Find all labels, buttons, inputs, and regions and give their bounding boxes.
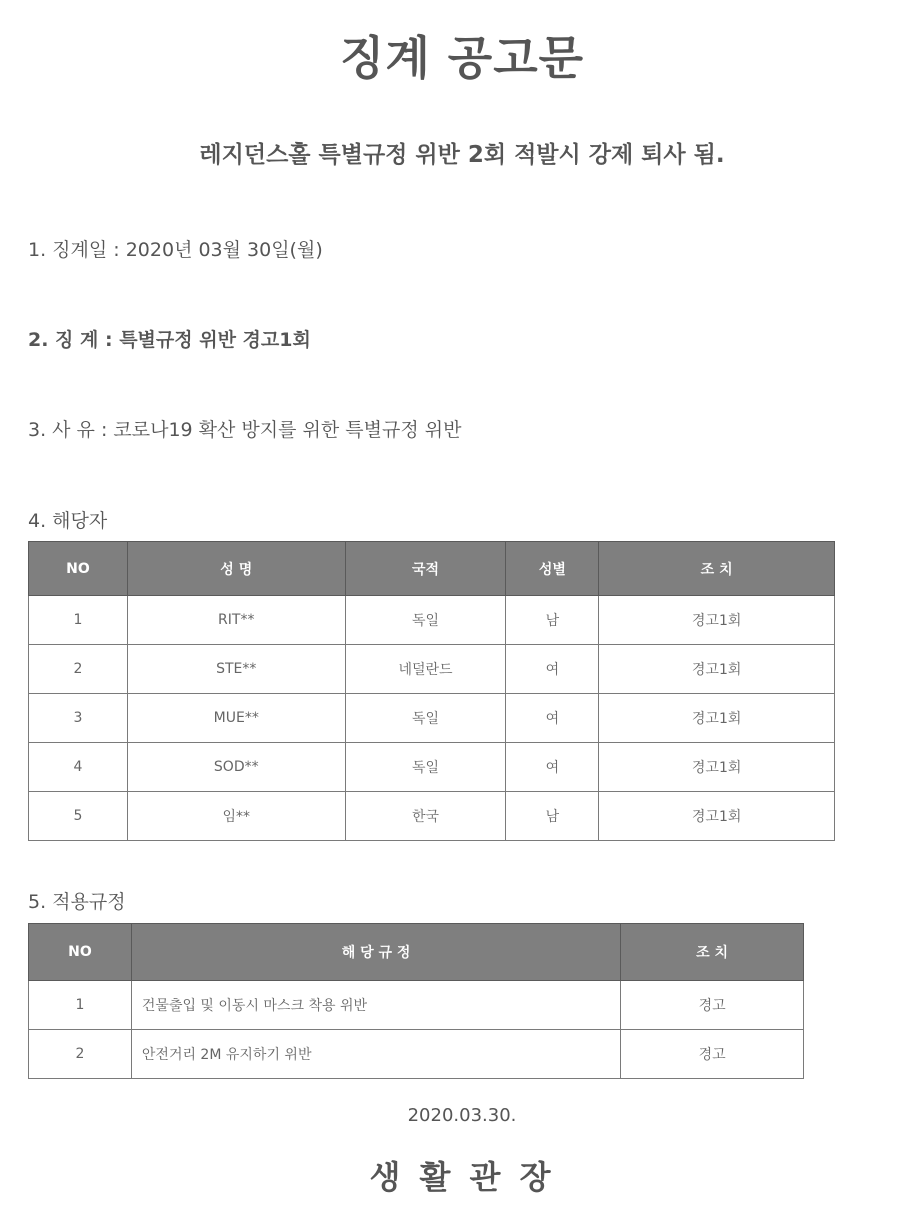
rules-table	[28, 923, 804, 1079]
cell-name: MUE**	[127, 694, 345, 743]
cell-name: RIT**	[127, 596, 345, 645]
cell-action: 경고1회	[599, 645, 835, 694]
table-row	[29, 694, 835, 743]
cell-action: 경고1회	[599, 694, 835, 743]
cell-nationality: 네덜란드	[345, 645, 506, 694]
persons-table-header-row	[29, 542, 835, 596]
cell-rule: 안전거리 2M 유지하기 위반	[131, 1030, 620, 1079]
header-nationality: 국적	[345, 542, 506, 596]
cell-action: 경고	[621, 981, 804, 1030]
cell-nationality: 한국	[345, 792, 506, 841]
cell-gender: 여	[506, 645, 599, 694]
table-row	[29, 792, 835, 841]
table-row	[29, 645, 835, 694]
cell-gender: 남	[506, 792, 599, 841]
table-row	[29, 743, 835, 792]
cell-nationality: 독일	[345, 743, 506, 792]
cell-name: SOD**	[127, 743, 345, 792]
header-no: NO	[29, 924, 132, 981]
persons-table	[28, 541, 835, 841]
cell-action: 경고1회	[599, 596, 835, 645]
rules-table-header-row	[29, 924, 804, 981]
cell-no: 1	[29, 981, 132, 1030]
header-no: NO	[29, 542, 128, 596]
cell-gender: 여	[506, 694, 599, 743]
discipline-type-line: 2. 징 계 : 특별규정 위반 경고1회	[28, 329, 311, 351]
cell-action: 경고	[621, 1030, 804, 1079]
discipline-reason-line: 3. 사 유 : 코로나19 확산 방지를 위한 특별규정 위반	[28, 419, 462, 441]
cell-nationality: 독일	[345, 694, 506, 743]
table-row	[29, 1030, 804, 1079]
cell-no: 1	[29, 596, 128, 645]
page-title: 징계 공고문	[339, 31, 585, 85]
header-action: 조 치	[599, 542, 835, 596]
cell-name: STE**	[127, 645, 345, 694]
cell-no: 5	[29, 792, 128, 841]
cell-action: 경고1회	[599, 792, 835, 841]
page-subtitle: 레지던스홀 특별규정 위반 2회 적발시 강제 퇴사 됨.	[199, 142, 725, 168]
table-row	[29, 981, 804, 1030]
cell-no: 2	[29, 645, 128, 694]
cell-no: 4	[29, 743, 128, 792]
header-name: 성 명	[127, 542, 345, 596]
discipline-date-line: 1. 징계일 : 2020년 03월 30일(월)	[28, 239, 323, 261]
cell-no: 3	[29, 694, 128, 743]
cell-action: 경고1회	[599, 743, 835, 792]
cell-no: 2	[29, 1030, 132, 1079]
persons-heading: 4. 해당자	[28, 510, 108, 532]
header-rule: 해 당 규 정	[131, 924, 620, 981]
header-action: 조 치	[621, 924, 804, 981]
header-gender: 성별	[506, 542, 599, 596]
cell-name: 임**	[127, 792, 345, 841]
cell-gender: 여	[506, 743, 599, 792]
cell-nationality: 독일	[345, 596, 506, 645]
table-row	[29, 596, 835, 645]
signature: 생 활 관 장	[369, 1158, 555, 1196]
cell-gender: 남	[506, 596, 599, 645]
cell-rule: 건물출입 및 이동시 마스크 착용 위반	[131, 981, 620, 1030]
issue-date: 2020.03.30.	[407, 1105, 517, 1126]
rules-heading: 5. 적용규정	[28, 891, 126, 913]
